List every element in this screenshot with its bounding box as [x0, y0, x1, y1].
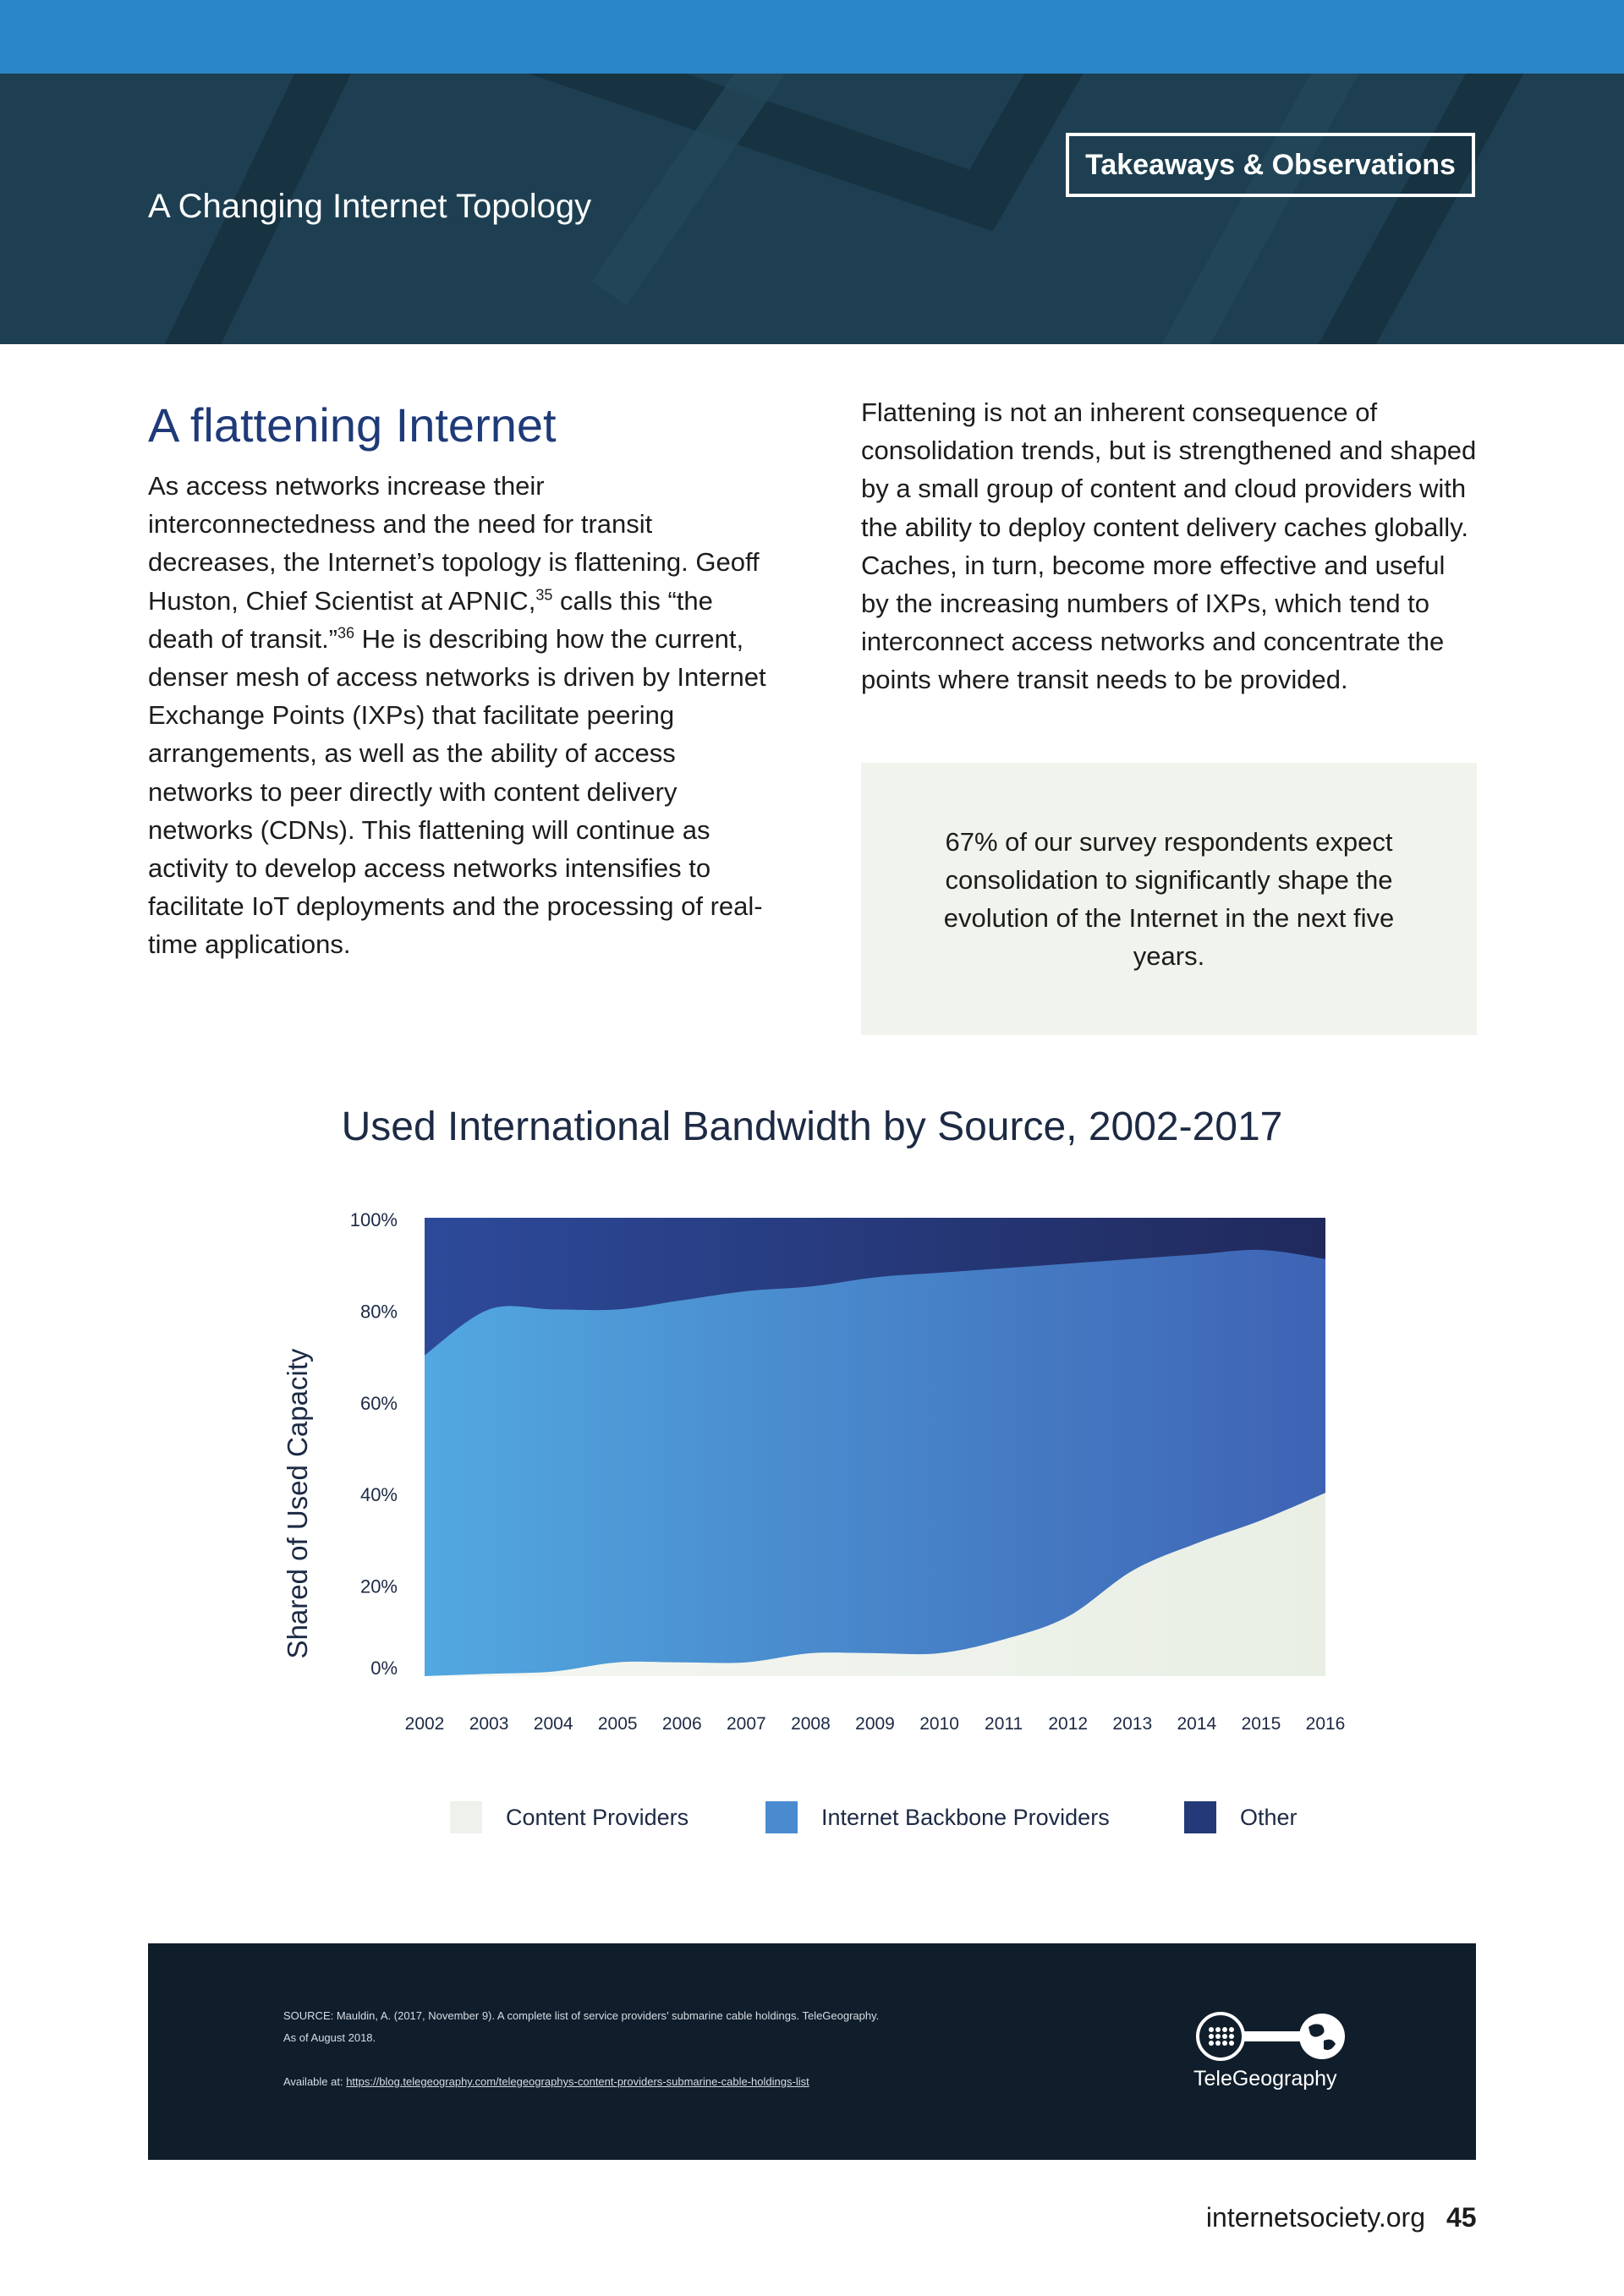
- legend-label: Content Providers: [506, 1804, 689, 1830]
- telegeography-logo-text: TeleGeography: [1193, 2067, 1337, 2091]
- source-availability: [283, 2075, 809, 2088]
- legend-label: Internet Backbone Providers: [821, 1804, 1110, 1830]
- x-tick-label: 2002: [404, 1714, 445, 1734]
- x-tick-label: 2008: [791, 1714, 831, 1734]
- x-tick-label: 2005: [597, 1714, 638, 1734]
- legend-item: [450, 1801, 689, 1833]
- source-available-label: Available at:: [283, 2075, 347, 2088]
- x-tick-label: 2014: [1177, 1714, 1217, 1734]
- source-link[interactable]: https://blog.telegeography.com/telegeographys-content-providers-submarine-cable-holdings-list: [346, 2075, 809, 2088]
- footnote-ref-36[interactable]: 36: [337, 624, 355, 642]
- legend-swatch: [1184, 1801, 1216, 1833]
- x-tick-label: 2015: [1241, 1714, 1281, 1734]
- left-paragraph-part2: calls this “the death of transit.”: [148, 585, 713, 654]
- legend-label: Other: [1240, 1804, 1298, 1830]
- y-tick-label: 60%: [359, 1392, 398, 1414]
- legend-swatch: [765, 1801, 798, 1833]
- page-header: [0, 74, 1624, 344]
- x-tick-label: 2003: [469, 1714, 509, 1734]
- chart-y-axis-label: Shared of Used Capacity: [282, 1348, 313, 1659]
- legend-item: [765, 1801, 1110, 1833]
- left-paragraph-part1: As access networks increase their interconnectedness and the need for transit decreases, the Internet’s topology is flattening. Geoff Huston, Chief Scientist at APNIC,: [148, 471, 760, 616]
- y-tick-label: 20%: [359, 1575, 398, 1597]
- callout-box: [861, 763, 1477, 1035]
- x-tick-label: 2016: [1305, 1714, 1346, 1734]
- x-tick-label: 2010: [919, 1714, 959, 1734]
- chart-legend: [0, 1801, 1624, 1835]
- callout-text: 67% of our survey respondents expect consolidation to significantly shape the evolution of the Internet in the next five years.: [943, 826, 1395, 972]
- y-tick-label: 100%: [349, 1209, 398, 1230]
- x-tick-label: 2013: [1112, 1714, 1153, 1734]
- source-date: As of August 2018.: [283, 2031, 376, 2044]
- footnote-ref-35[interactable]: 35: [535, 586, 553, 604]
- section-title: A Changing Internet Topology: [148, 188, 592, 225]
- left-paragraph: [148, 467, 774, 964]
- x-tick-label: 2006: [661, 1714, 702, 1734]
- source-box: [148, 1943, 1476, 2160]
- legend-item: [1184, 1801, 1298, 1833]
- footer-website[interactable]: internetsociety.org: [1205, 2202, 1425, 2233]
- x-tick-label: 2009: [855, 1714, 895, 1734]
- y-tick-label: 40%: [359, 1484, 398, 1506]
- bandwidth-area-chart: [321, 1197, 1387, 1755]
- x-tick-label: 2011: [985, 1714, 1023, 1734]
- page-number: 45: [1446, 2202, 1477, 2233]
- y-tick-label: 0%: [370, 1658, 398, 1679]
- x-tick-label: 2007: [726, 1714, 766, 1734]
- y-tick-label: 80%: [359, 1301, 398, 1323]
- right-paragraph: Flattening is not an inherent consequence of consolidation trends, but is strengthened and shaped by a small group of content and cloud providers with the ability to deploy content delivery caches globally. Caches, in turn, become more effective and useful by the increasing numbers of IXPs, which tend to interconnect access networks and concentrate the points where transit needs to be provided.: [861, 397, 1477, 695]
- source-citation: SOURCE: Mauldin, A. (2017, November 9). A complete list of service providers’ submarine cable holdings. TeleGeography.: [283, 2009, 880, 2022]
- left-paragraph-part3: He is describing how the current, denser mesh of access networks is driven by Internet Exchange Points (IXPs) that facilitate peering arrangements, as well as the ability of access networks to peer directly with content delivery networks (CDNs). This flattening will continue as activity to develop access networks intensifies to facilitate IoT deployments and the processing of real-time applications.: [148, 623, 766, 960]
- article-heading: A flattening Internet: [148, 398, 557, 452]
- chart-title: Used International Bandwidth by Source, 2002-2017: [341, 1104, 1283, 1149]
- top-accent-bar: [0, 0, 1624, 74]
- x-tick-label: 2012: [1048, 1714, 1089, 1734]
- x-tick-label: 2004: [533, 1714, 573, 1734]
- takeaways-badge: Takeaways & Observations: [1066, 133, 1475, 197]
- legend-swatch: [450, 1801, 482, 1833]
